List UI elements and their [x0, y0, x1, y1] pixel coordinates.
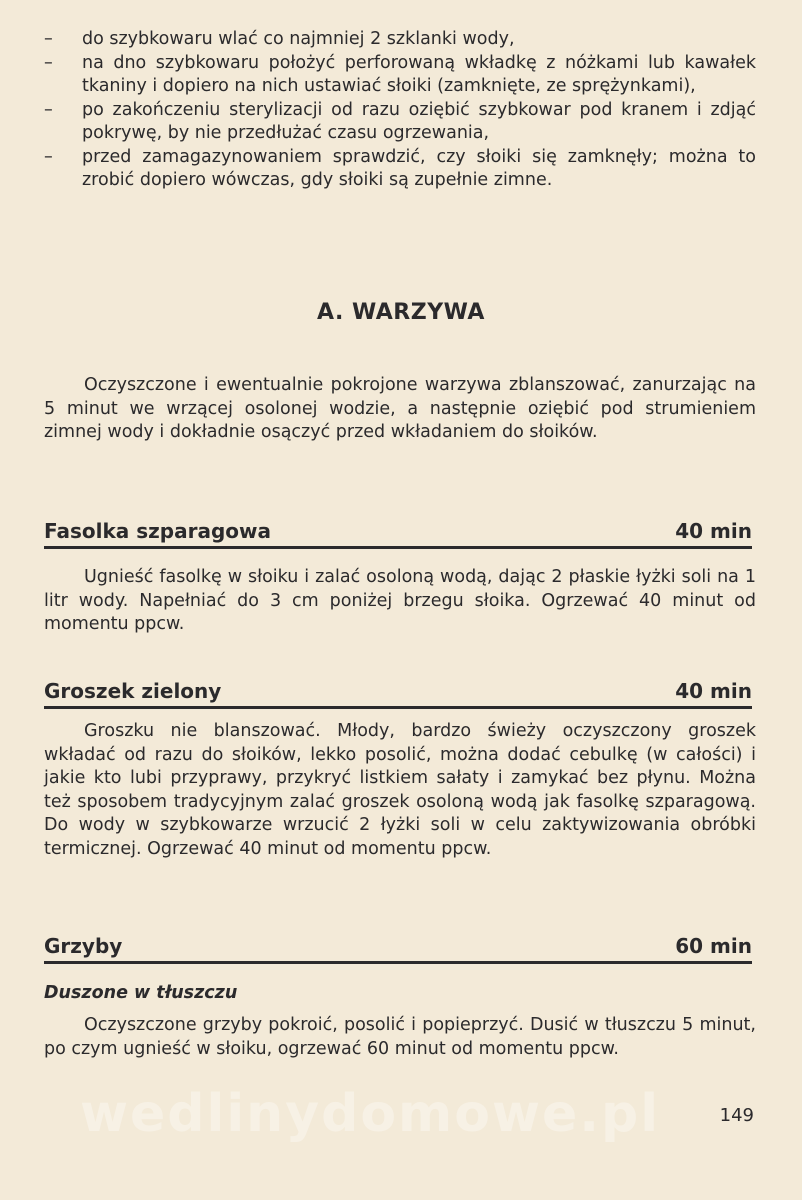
intro-bullet-list [44, 28, 756, 193]
recipe-header-groszek [44, 675, 752, 709]
list-item: – przed zamagazynowaniem sprawdzić, czy słoiki się zamknęły; można to zrobić dopiero wówczas, gdy słoiki są zupełnie zimne. [44, 146, 756, 190]
recipe-header-grzyby [44, 930, 752, 964]
list-item: – na dno szybkowaru położyć perforowaną wkładkę z nóżkami lub kawałek tkaniny i dopiero na nich ustawiać słoiki (zamknięte, ze sprężynkami), [44, 52, 756, 96]
bullet-dash: – [44, 29, 53, 49]
list-item: – po zakończeniu sterylizacji od razu oziębić szybkowar pod kranem i zdjąć pokrywę, by nie przedłużać czasu ogrzewania, [44, 99, 756, 143]
recipe-time: 40 min [675, 679, 752, 703]
bullet-dash: – [44, 146, 53, 167]
recipe-header-fasolka [44, 515, 752, 549]
recipe-text: Groszku nie blanszować. Młody, bardzo świeży oczyszczony groszek wkładać od razu do słoików, lekko posolić, można dodać cebulkę (w całości) i jakie kto lubi przyprawy, przykryć listkiem sałaty i zamykać bez płynu. Można też sposobem tradycyjnym zalać groszek osoloną wodą jak fasolkę szparagową. Do wody w szybkowarze wrzucić 2 łyżki soli w celu zaktywizowania obróbki termicznej. Ogrzewać 40 minut od momentu ppcw. [44, 721, 756, 859]
recipe-name: Groszek zielony [44, 679, 222, 703]
list-item: – do szybkowaru wlać co najmniej 2 szklanki wody, [44, 28, 756, 52]
recipe-subtitle: Duszone w tłuszczu [44, 983, 238, 1003]
section-intro: Oczyszczone i ewentualnie pokrojone warzywa zblanszować, zanurzając na 5 minut we wrzącej osolonej wodzie, a następnie oziębić pod strumieniem zimnej wody i dokładnie osączyć przed wkładaniem do słoików. [44, 375, 756, 442]
bullet-dash: – [44, 99, 53, 120]
recipe-time: 60 min [675, 934, 752, 958]
recipe-name: Grzyby [44, 934, 123, 958]
page-number: 149 [719, 1105, 754, 1126]
recipe-name: Fasolka szparagowa [44, 519, 271, 543]
section-title: A. WARZYWA [317, 300, 485, 325]
watermark: wedlinydomowe.pl [80, 1084, 661, 1144]
divider [44, 961, 752, 964]
divider [44, 706, 752, 709]
bullet-dash: – [44, 52, 53, 73]
divider [44, 546, 752, 549]
recipe-time: 40 min [675, 519, 752, 543]
recipe-text: Oczyszczone grzyby pokroić, posolić i popieprzyć. Dusić w tłuszczu 5 minut, po czym ugnieść w słoiku, ogrzewać 60 minut od momentu ppcw. [44, 1015, 756, 1059]
recipe-text: Ugnieść fasolkę w słoiku i zalać osoloną wodą, dając 2 płaskie łyżki soli na 1 litr wody. Napełniać do 3 cm poniżej brzegu słoika. Ogrzewać 40 minut od momentu ppcw. [44, 567, 756, 634]
